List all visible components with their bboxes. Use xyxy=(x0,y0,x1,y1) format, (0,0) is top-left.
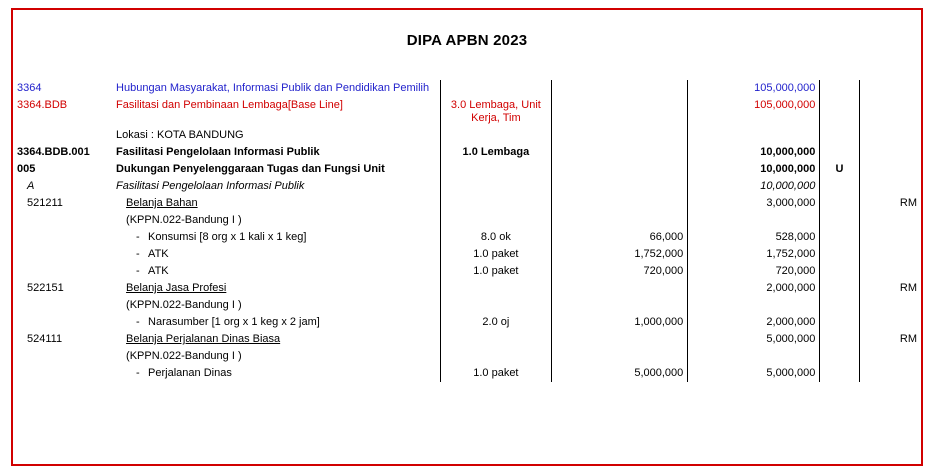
row-total: 5,000,000 xyxy=(766,333,816,345)
table-row xyxy=(13,331,921,348)
row-source xyxy=(859,314,921,331)
row-total xyxy=(688,212,820,229)
row-code: A xyxy=(27,180,35,192)
row-code xyxy=(13,314,112,331)
row-code xyxy=(13,263,112,280)
table-row xyxy=(13,314,921,331)
table-row xyxy=(13,127,921,144)
table-row xyxy=(13,348,921,365)
row-description: Fasilitasi Pengelolaan Informasi Publik xyxy=(116,146,320,158)
row-source xyxy=(859,348,921,365)
row-volume xyxy=(440,195,551,212)
row-source xyxy=(859,229,921,246)
row-volume xyxy=(440,80,551,97)
row-source xyxy=(859,144,921,161)
row-total: 10,000,000 xyxy=(760,146,816,158)
row-price: 720,000 xyxy=(643,265,684,277)
row-total: 105,000,000 xyxy=(754,82,816,94)
row-description xyxy=(112,263,440,280)
table-row xyxy=(13,144,921,161)
row-total: 2,000,000 xyxy=(766,282,816,294)
row-price: 66,000 xyxy=(649,231,684,243)
table-row xyxy=(13,365,921,382)
table-row xyxy=(13,161,921,178)
row-volume xyxy=(440,280,551,297)
row-sd xyxy=(820,97,859,127)
table-row xyxy=(13,178,921,195)
row-source xyxy=(859,297,921,314)
row-price: 1,752,000 xyxy=(634,248,684,260)
row-volume xyxy=(440,212,551,229)
row-description xyxy=(112,314,440,331)
row-volume: 1.0 paket xyxy=(473,265,519,277)
dash-bullet-icon: - xyxy=(136,367,140,379)
row-volume: 1.0 paket xyxy=(473,248,519,260)
row-sd xyxy=(820,80,859,97)
row-sd xyxy=(820,127,859,144)
row-total xyxy=(688,127,820,144)
dash-bullet-icon: - xyxy=(136,316,140,328)
row-description xyxy=(112,280,440,297)
row-source xyxy=(859,246,921,263)
row-description: Fasilitasi dan Pembinaan Lembaga[Base Line] xyxy=(116,99,343,111)
row-price xyxy=(552,331,688,348)
row-price xyxy=(552,161,688,178)
row-sd xyxy=(820,331,859,348)
row-description: Lokasi : KOTA BANDUNG xyxy=(116,129,244,141)
row-volume: 1.0 Lembaga xyxy=(462,146,530,158)
row-code xyxy=(13,229,112,246)
row-sd xyxy=(820,314,859,331)
row-description: (KPPN.022-Bandung I ) xyxy=(126,299,242,311)
row-price xyxy=(552,212,688,229)
row-price: 5,000,000 xyxy=(634,367,684,379)
row-source: RM xyxy=(899,282,917,294)
row-description-text: Perjalanan Dinas xyxy=(148,367,232,379)
row-price xyxy=(552,80,688,97)
row-code xyxy=(13,246,112,263)
row-total xyxy=(688,348,820,365)
row-sd: U xyxy=(835,163,844,175)
table-row xyxy=(13,195,921,212)
row-sd xyxy=(820,365,859,382)
table-row xyxy=(13,280,921,297)
row-volume xyxy=(440,297,551,314)
row-source: RM xyxy=(899,197,917,209)
row-sd xyxy=(820,144,859,161)
row-price xyxy=(552,280,688,297)
row-source xyxy=(859,178,921,195)
row-volume: 1.0 paket xyxy=(473,367,519,379)
dash-bullet-icon: - xyxy=(136,248,140,260)
page-title: DIPA APBN 2023 xyxy=(406,32,528,49)
row-code: 3364.BDB xyxy=(17,99,68,111)
row-description xyxy=(112,229,440,246)
row-description xyxy=(112,246,440,263)
row-price xyxy=(552,144,688,161)
row-total: 720,000 xyxy=(775,265,816,277)
row-code xyxy=(13,212,112,229)
table-row xyxy=(13,229,921,246)
row-source xyxy=(859,161,921,178)
row-source xyxy=(859,263,921,280)
row-price xyxy=(552,97,688,127)
row-volume: 8.0 ok xyxy=(480,231,511,243)
row-sd xyxy=(820,280,859,297)
row-description-text: ATK xyxy=(148,248,169,260)
row-code: 3364.BDB.001 xyxy=(17,146,90,158)
row-code: 005 xyxy=(17,163,36,175)
row-code xyxy=(13,297,112,314)
row-description: (KPPN.022-Bandung I ) xyxy=(126,350,242,362)
row-description-text: Belanja Jasa Profesi xyxy=(126,282,227,294)
row-sd xyxy=(820,246,859,263)
table-row xyxy=(13,297,921,314)
row-description-text: ATK xyxy=(148,265,169,277)
row-price xyxy=(552,127,688,144)
row-description: Dukungan Penyelenggaraan Tugas dan Fungsi Unit xyxy=(116,163,385,175)
table-row xyxy=(13,246,921,263)
row-source xyxy=(859,212,921,229)
dash-bullet-icon: - xyxy=(136,265,140,277)
row-description-text: Konsumsi [8 org x 1 kali x 1 keg] xyxy=(148,231,307,243)
row-volume: 3.0 Lembaga, Unit Kerja, Tim xyxy=(450,99,541,124)
row-source: RM xyxy=(899,333,917,345)
document-frame xyxy=(11,8,923,466)
row-total: 528,000 xyxy=(775,231,816,243)
row-source xyxy=(859,127,921,144)
table-row xyxy=(13,97,921,127)
row-price xyxy=(552,178,688,195)
row-code: 3364 xyxy=(17,82,42,94)
row-total: 1,752,000 xyxy=(766,248,816,260)
budget-table xyxy=(13,80,921,382)
row-sd xyxy=(820,212,859,229)
row-total: 105,000,000 xyxy=(754,99,816,111)
row-volume xyxy=(440,161,551,178)
row-description xyxy=(112,331,440,348)
row-code xyxy=(13,348,112,365)
row-sd xyxy=(820,229,859,246)
row-total: 10,000,000 xyxy=(760,163,816,175)
row-volume xyxy=(440,127,551,144)
row-total: 10,000,000 xyxy=(760,180,816,192)
row-total: 3,000,000 xyxy=(766,197,816,209)
row-price xyxy=(552,348,688,365)
row-volume xyxy=(440,331,551,348)
table-row xyxy=(13,80,921,97)
row-description: Hubungan Masyarakat, Informasi Publik dan Pendidikan Pemilih xyxy=(116,82,430,94)
row-source xyxy=(859,80,921,97)
row-description: Fasilitasi Pengelolaan Informasi Publik xyxy=(116,180,305,192)
row-volume xyxy=(440,348,551,365)
row-source xyxy=(859,97,921,127)
row-sd xyxy=(820,297,859,314)
row-code: 524111 xyxy=(27,333,63,345)
row-sd xyxy=(820,348,859,365)
row-source xyxy=(859,365,921,382)
row-sd xyxy=(820,263,859,280)
row-sd xyxy=(820,195,859,212)
row-description xyxy=(112,365,440,382)
table-row xyxy=(13,263,921,280)
row-volume: 2.0 oj xyxy=(482,316,510,328)
row-description-text: Narasumber [1 org x 1 keg x 2 jam] xyxy=(148,316,320,328)
row-code: 522151 xyxy=(27,282,64,294)
row-price: 1,000,000 xyxy=(634,316,684,328)
row-description-text: Belanja Perjalanan Dinas Biasa xyxy=(126,333,281,345)
row-price xyxy=(552,297,688,314)
table-row xyxy=(13,212,921,229)
row-total: 2,000,000 xyxy=(766,316,816,328)
row-total xyxy=(688,297,820,314)
row-description: (KPPN.022-Bandung I ) xyxy=(126,214,242,226)
row-code: 521211 xyxy=(27,197,63,209)
row-price xyxy=(552,195,688,212)
row-code xyxy=(13,365,112,382)
dash-bullet-icon: - xyxy=(136,231,140,243)
row-description-text: Belanja Bahan xyxy=(126,197,198,209)
row-code xyxy=(13,127,112,144)
row-total: 5,000,000 xyxy=(766,367,816,379)
row-description xyxy=(112,195,440,212)
row-sd xyxy=(820,178,859,195)
row-volume xyxy=(440,178,551,195)
